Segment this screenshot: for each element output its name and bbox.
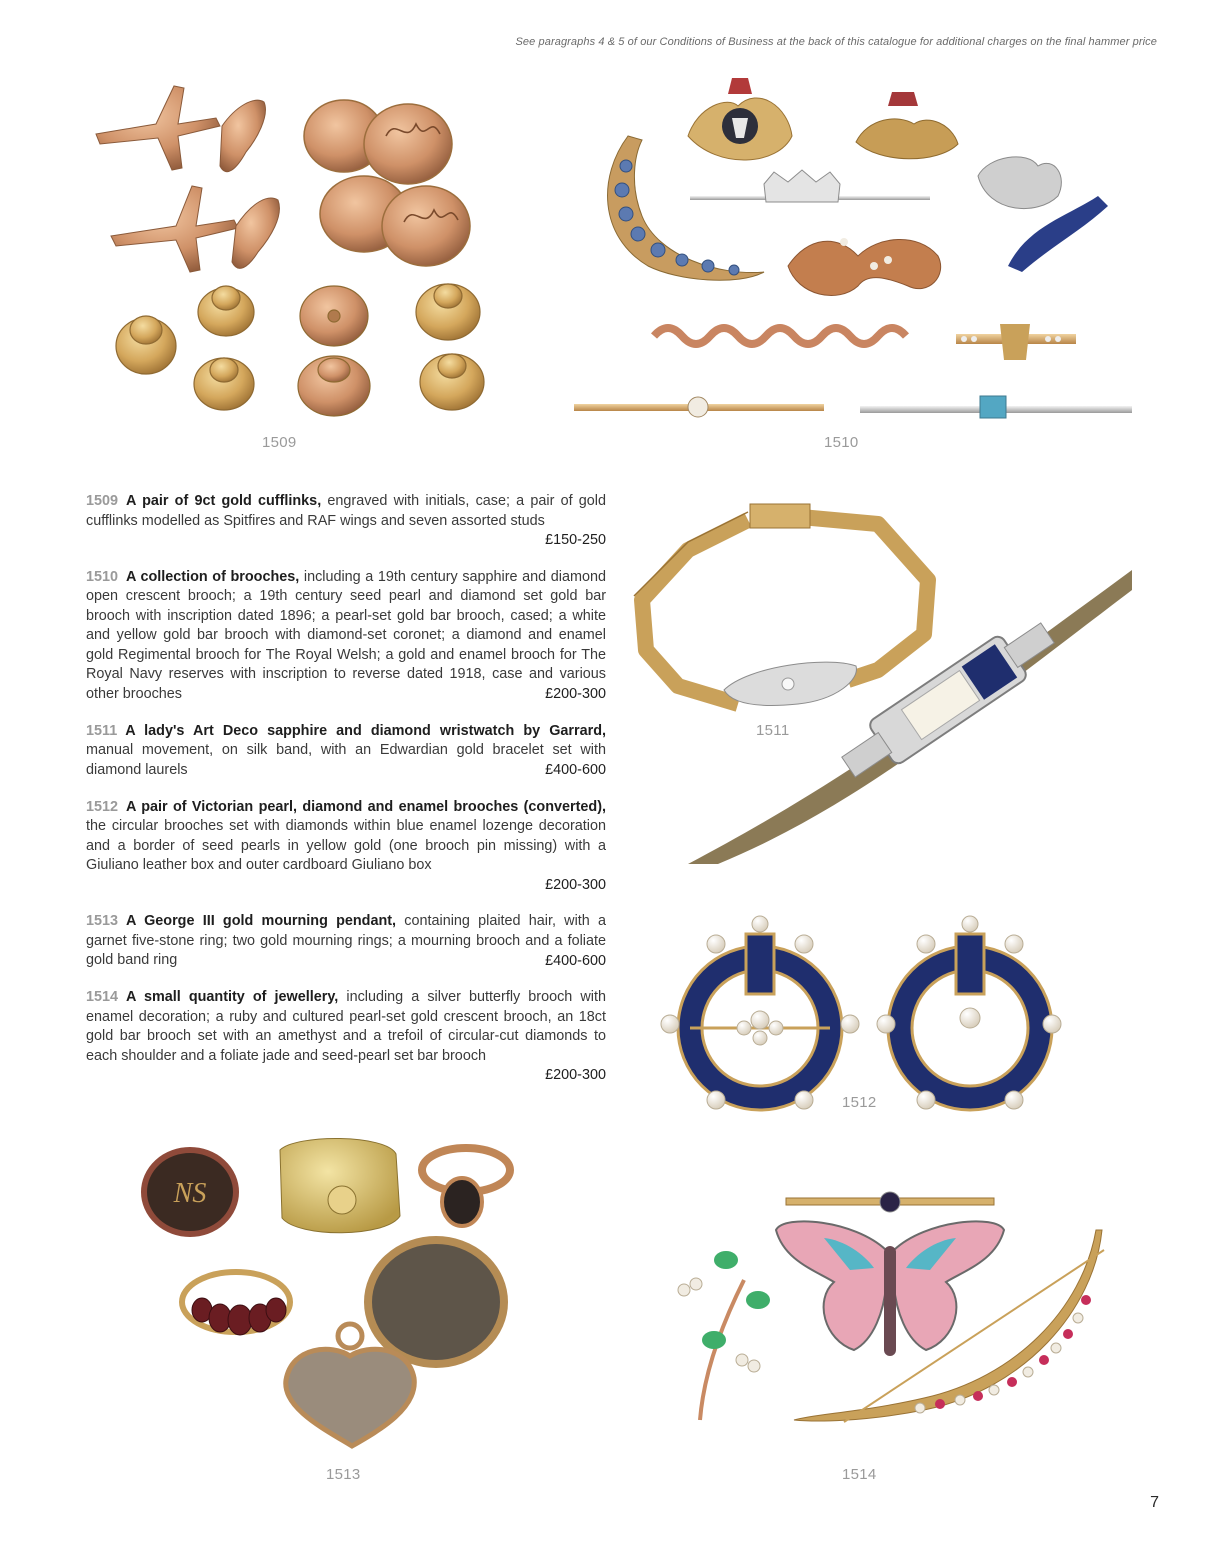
lot-description: engraved with initials, case; a pair of gold cufflinks modelled as Spitfires and RAF wings and seven assorted studs	[86, 493, 606, 529]
lot-estimate: £200-300	[545, 1067, 606, 1083]
photo-lot-1514	[664, 1190, 1120, 1450]
lot-description: containing plaited hair, with a garnet five-stone ring; two gold mourning rings; a mourning brooch and a foliate gold band ring	[86, 913, 606, 968]
lot-entry	[86, 568, 606, 705]
lot-number: 1509	[86, 493, 119, 509]
brooches-image	[568, 66, 1138, 432]
lot-description: including a 19th century sapphire and diamond open crescent brooch; a 19th century seed pearl and diamond set gold bar brooch with inscription dated 1896; a pearl-set gold bar brooch, cased; a white and yellow gold bar brooch with diamond-set coronet; a diamond and enamel gold Regimental brooch for The Royal Welsh; a gold and enamel brooch for The Royal Navy reserves with inscription to reverse dated 1918, case and various other brooches	[86, 568, 606, 702]
lot-list	[86, 492, 606, 1103]
lot-entry	[86, 988, 606, 1086]
lot-title: A collection of brooches,	[126, 568, 300, 585]
photo-caption-1512: 1512	[842, 1094, 877, 1111]
lot-entry	[86, 798, 606, 896]
photo-caption-1514: 1514	[842, 1466, 877, 1483]
lot-title: A pair of 9ct gold cufflinks,	[126, 493, 322, 509]
photo-caption-1510: 1510	[824, 434, 859, 451]
lot-title: A lady's Art Deco sapphire and diamond wristwatch by Garrard,	[125, 722, 606, 739]
butterfly-crescent-image	[664, 1190, 1120, 1450]
photo-caption-1511: 1511	[756, 722, 790, 739]
lot-estimate: £200-300	[545, 686, 606, 702]
page-number: 7	[1150, 1494, 1159, 1511]
lot-title: A pair of Victorian pearl, diamond and enamel brooches (converted),	[126, 798, 606, 815]
lot-estimate: £400-600	[545, 762, 606, 778]
lot-number: 1511	[86, 722, 118, 739]
photo-lot-1511	[628, 490, 1132, 864]
lot-entry	[86, 912, 606, 971]
header-note: See paragraphs 4 & 5 of our Conditions of Business at the back of this catalogue for additional charges on the final hammer price	[515, 36, 1157, 48]
lot-estimate: £150-250	[545, 532, 606, 548]
lot-number: 1514	[86, 989, 119, 1005]
lot-entry	[86, 492, 606, 551]
lot-estimate: £400-600	[545, 952, 606, 969]
photo-lot-1509	[86, 66, 496, 426]
wristwatch-image	[628, 490, 1132, 864]
lot-estimate: £200-300	[545, 876, 606, 893]
photo-caption-1509: 1509	[262, 434, 297, 451]
photo-lot-1513	[136, 1130, 516, 1450]
lot-number: 1510	[86, 568, 119, 585]
mourning-jewellery-image	[136, 1130, 516, 1450]
lot-title: A small quantity of jewellery,	[126, 989, 339, 1005]
initials-monogram: NS	[173, 1178, 207, 1209]
lot-entry	[86, 722, 606, 781]
lot-title: A George III gold mourning pendant,	[126, 913, 397, 929]
photo-caption-1513: 1513	[326, 1466, 361, 1483]
lot-number: 1512	[86, 798, 119, 815]
lot-number: 1513	[86, 913, 119, 929]
lot-description: manual movement, on silk band, with an Edwardian gold bracelet set with diamond laurels	[86, 742, 606, 778]
photo-lot-1510	[568, 66, 1138, 432]
lot-description: the circular brooches set with diamonds within blue enamel lozenge decoration and a border of seed pearls in yellow gold (one brooch pin missing) with a Giuliano leather box and outer cardboard Giuliano box	[86, 818, 606, 873]
cufflinks-image	[86, 66, 496, 426]
lot-description: including a silver butterfly brooch with enamel decoration; a ruby and cultured pearl-set gold crescent brooch, an 18ct gold bar brooch set with an amethyst and a trefoil of circular-cut diamonds to each shoulder and a foliate jade and seed-pearl set bar brooch	[86, 989, 606, 1064]
